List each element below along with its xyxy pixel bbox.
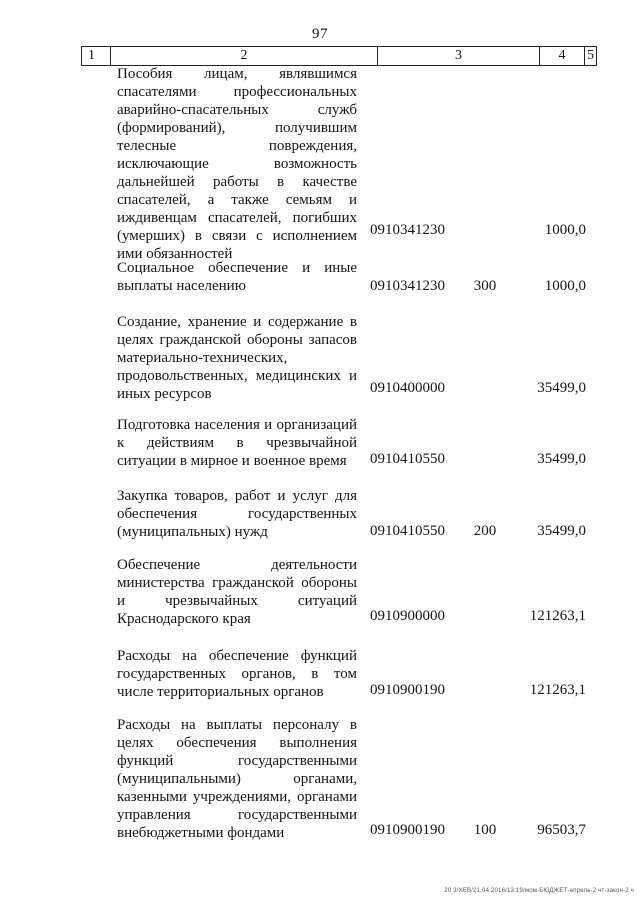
row-code: 0910341230 [370,222,445,238]
row-description: Закупка товаров, работ и услуг для обеспечения государственных (муниципальных) нужд [117,488,357,540]
page-number: 97 [312,26,328,42]
row-amount: 35499,0 [537,523,586,539]
row-amount: 121263,1 [529,682,586,698]
row-description: Создание, хранение и содержание в целях гражданской обороны запасов материально-технических, продовольственных, медицинских и иных ресурсов [117,314,357,402]
row-type: 300 [473,278,497,294]
row-code: 0910410550 [370,451,445,467]
header-col-4: 4 [540,47,585,65]
header-col-5: 5 [587,48,594,63]
row-amount: 35499,0 [537,451,586,467]
header-col-1: 1 [82,47,111,65]
row-code: 0910900000 [370,608,445,624]
row-description: Расходы на обеспечение функций государственных органов, в том числе территориальных органов [117,648,357,700]
row-amount: 1000,0 [544,278,586,294]
row-code: 0910900190 [370,822,445,838]
row-type: 100 [473,822,497,838]
row-description: Обеспечение деятельности министерства гражданской обороны и чрезвычайных ситуаций Краснодарского края [117,557,357,627]
row-amount: 121263,1 [529,608,586,624]
row-description: Расходы на выплаты персоналу в целях обеспечения выполнения функций государственными (муниципальными) органами, казенными учреждениями, органами управления государственными внебюджетными фондами [117,717,357,841]
row-code: 0910341230 [370,278,445,294]
row-description: Подготовка населения и организаций к действиям в чрезвычайной ситуации в мирное и военное время [117,417,357,469]
header-col-2: 2 [111,47,378,65]
print-footer: 20 3/XEB/21.04.2016/13:19/мом-БЮДЖЕТ-апрель-2 чт-закон-2 ч [444,888,634,894]
row-amount: 1000,0 [544,222,586,238]
row-description: Социальное обеспечение и иные выплаты населению [117,260,357,294]
row-description: Пособия лицам, являвшимся спасателями профессиональных аварийно-спасательных служб (формирований), получившим телесные повреждения, исключающие возможность дальнейшей работы в качестве спасателей, а также семьям и иждивенцам спасателей, погибших (умерших) в связи с исполнением ими обязанностей [117,66,357,262]
row-amount: 35499,0 [537,380,586,396]
row-code: 0910900190 [370,682,445,698]
row-code: 0910410550 [370,523,445,539]
row-code: 0910400000 [370,380,445,396]
row-type: 200 [473,523,497,539]
header-col-3: 3 [378,47,540,65]
table-header [81,46,597,66]
row-amount: 96503,7 [537,822,586,838]
